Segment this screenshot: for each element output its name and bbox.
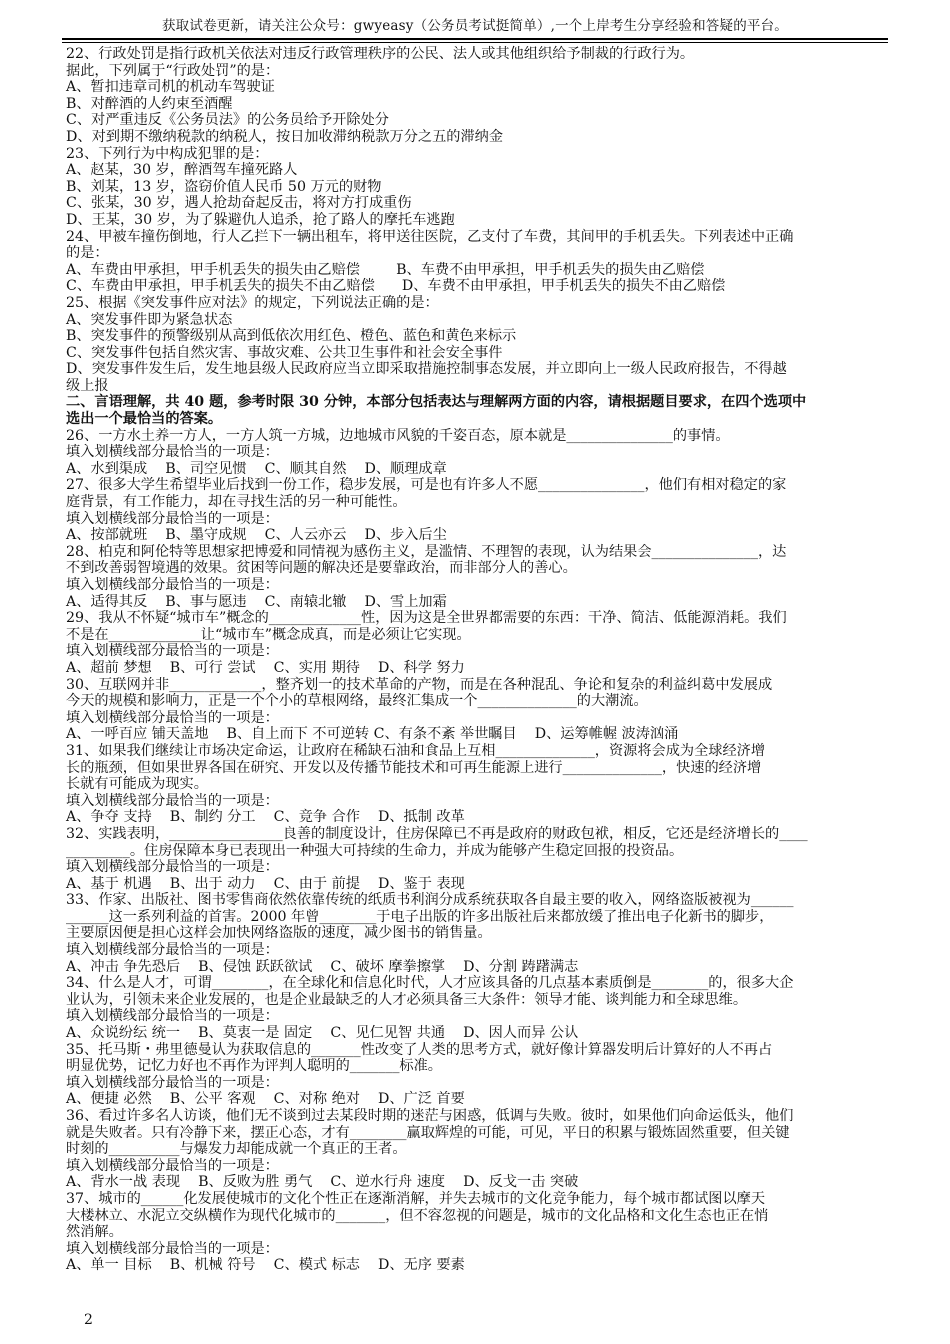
section-heading-line: 选出一个最恰当的答案。	[66, 411, 223, 428]
text-line: 填入划横线部分最恰当的一项是：	[66, 859, 279, 876]
text-line: 27、很多大学生希望毕业后找到一份工作，稳步发展，可是也有许多人不愿_______________，他们有相对稳定的家	[66, 477, 787, 494]
text-line: A、冲击 争先恐后 B、侵蚀 跃跃欲试 C、破坏 摩拳擦掌 D、分割 踌躇满志	[66, 958, 579, 975]
text-line: 然消解。	[66, 1224, 123, 1241]
text-line: D、突发事件发生后，发生地县级人民政府应当立即采取措施控制事态发展，并立即向上一级人民政府报告，不得越	[66, 361, 787, 378]
text-line: 据此，下列属于“行政处罚”的是：	[66, 62, 280, 79]
text-line: 不是在_____________让“城市车”概念成真，而是必须让它实现。	[66, 626, 471, 643]
text-line: A、赵某，30 岁，醉酒驾车撞死路人	[66, 162, 298, 179]
header-rule-thick	[62, 38, 888, 40]
text-line: 不到改善弱智境遇的效果。贫困等问题的解决还是要靠政治，而非部分人的善心。	[66, 560, 577, 577]
text-line: 32、实践表明，________________良善的制度设计，住房保障已不再是政府的财政包袱，相反，它还是经济增长的____	[66, 825, 808, 842]
text-line: A、众说纷纭 统一 B、莫衷一是 固定 C、见仁见智 共通 D、因人而异 公认	[66, 1025, 579, 1042]
text-line: 23、下列行为中构成犯罪的是：	[66, 145, 269, 162]
text-line: A、水到渠成 B、司空见惯 C、顺其自然 D、顺理成章	[66, 460, 447, 477]
text-line: 庭背景，有工作能力，却在寻找生活的另一种可能性。	[66, 494, 407, 511]
text-line: A、突发事件即为紧急状态	[66, 311, 233, 328]
text-line: 填入划横线部分最恰当的一项是：	[66, 1074, 279, 1091]
text-line: 时刻的__________与爆发力却能成就一个真正的王者。	[66, 1141, 407, 1158]
text-line: A、便捷 必然 B、公平 客观 C、对称 绝对 D、广泛 首要	[66, 1091, 465, 1108]
text-line: ______这一系列利益的首害。2000 年曾________于电子出版的许多出版社后来都放缓了推出电子化新书的脚步，	[66, 908, 774, 925]
section-heading-line: 二、言语理解，共 40 题，参考时限 30 分钟，本部分包括表达与理解两方面的内容，请根据题目要求，在四个选项中	[66, 394, 807, 411]
text-line: A、适得其反 B、事与愿违 C、南辕北辙 D、雪上加霜	[66, 593, 447, 610]
text-line: C、对严重违反《公务员法》的公务员给予开除处分	[66, 112, 389, 129]
text-line: 填入划横线部分最恰当的一项是：	[66, 577, 279, 593]
text-line: A、一呼百应 铺天盖地 B、自上而下 不可逆转 C、有条不紊 举世瞩目 D、运筹帷幄 波涛汹涌	[66, 726, 679, 743]
text-line: 明显优势，记忆力好也不再作为评判人聪明的_______标准。	[66, 1058, 442, 1075]
text-line: A、按部就班 B、墨守成规 C、人云亦云 D、步入后尘	[66, 527, 447, 544]
page-number: 2	[84, 1312, 93, 1328]
text-line: 主要原因便是担心这样会加快网络盗版的速度，减少图书的销售量。	[66, 925, 492, 942]
text-line: 34、什么是人才，可谓________，在全球化和信息化时代，人才应该具备的几点基本素质倒是________的，很多大企	[66, 975, 794, 992]
text-line: 填入划横线部分最恰当的一项是：	[66, 709, 279, 726]
text-line: C、突发事件包括自然灾害、事故灾难、公共卫生事件和社会安全事件	[66, 344, 503, 361]
text-line: 填入划横线部分最恰当的一项是：	[66, 1157, 279, 1174]
text-line: C、张某，30 岁，遇人抢劫奋起反击，将对方打成重伤	[66, 195, 412, 212]
text-line: A、争夺 支持 B、制约 分工 C、竞争 合作 D、抵制 改革	[66, 809, 465, 826]
text-line: 26、一方水土养一方人，一方人筑一方城，边地城市风貌的千姿百态，原本就是_______________的事情。	[66, 427, 730, 444]
text-line: 35、托马斯・弗里德曼认为获取信息的_______性改变了人类的思考方式，就好像计算器发明后计算好的人不再占	[66, 1041, 773, 1058]
text-line: A、背水一战 表现 B、反败为胜 勇气 C、逆水行舟 速度 D、反戈一击 突破	[66, 1174, 579, 1191]
text-line: 填入划横线部分最恰当的一项是：	[66, 1008, 279, 1025]
text-line: _________。住房保障本身已表现出一种强大可持续的生命力，并成为能够产生稳定回报的投资品。	[66, 842, 684, 859]
text-line: 30、互联网并非_____________，整齐划一的技术革命的产物，而是在各种混乱、争论和复杂的利益纠葛中发展成	[66, 676, 773, 693]
text-line: 今天的规模和影响力，正是一个个小的草根网络，最终汇集成一个______________的大潮流。	[66, 693, 648, 710]
text-line: 填入划横线部分最恰当的一项是：	[66, 942, 279, 959]
text-line: B、对醉酒的人约束至酒醒	[66, 95, 233, 112]
text-line: 29、我从不怀疑“城市车”概念的_____________性，因为这是全世界都需要的东西：干净、简洁、低能源消耗。我们	[66, 610, 787, 627]
text-line: 业认为，引领未来企业发展的，也是企业最缺乏的人才必须具备三大条件：领导才能、谈判能力和全球思维。	[66, 991, 748, 1008]
text-line: D、王某，30 岁，为了躲避仇人追杀，抢了路人的摩托车逃跑	[66, 211, 455, 228]
text-line: D、对到期不缴纳税款的纳税人，按日加收滞纳税款万分之五的滞纳金	[66, 128, 504, 145]
header-rule-thin	[62, 42, 888, 43]
text-line: 长就有可能成为现实。	[66, 776, 208, 793]
text-line: 37、城市的______化发展使城市的文化个性正在逐渐消解，并失去城市的文化竞争能力，每个城市都试图以摩天	[66, 1190, 766, 1207]
text-line: 填入划横线部分最恰当的一项是：	[66, 643, 279, 660]
text-line: 级上报	[66, 377, 109, 394]
text-line: 22、行政处罚是指行政机关依法对违反行政管理秩序的公民、法人或其他组织给予制裁的行政行为。	[66, 46, 695, 62]
text-line: B、突发事件的预警级别从高到低依次用红色、橙色、蓝色和黄色来标示	[66, 328, 517, 345]
page-header: 获取试卷更新，请关注公众号：gwyeasy（公务员考试挺简单）,一个上岸考生分享经验和答疑的平台。	[161, 18, 788, 34]
text-line: A、超前 梦想 B、可行 尝试 C、实用 期待 D、科学 努力	[66, 659, 465, 676]
text-line: 填入划横线部分最恰当的一项是：	[66, 792, 279, 809]
text-line: 就是失败者。只有冷静下来，摆正心态，才有________赢取辉煌的可能，可见，平日的积累与锻炼固然重要，但关键	[66, 1124, 790, 1141]
text-line: A、暂扣违章司机的机动车驾驶证	[66, 79, 275, 96]
text-line: A、车费由甲承担，甲手机丢失的损失由乙赔偿 B、车费不由甲承担，甲手机丢失的损失由乙赔偿	[66, 261, 705, 278]
text-line: 的是：	[66, 245, 109, 262]
text-line: 33、作家、出版社、图书零售商依然依靠传统的纸质书利润分成系统获取各自最主要的收入，网络盗版被视为______	[66, 892, 794, 909]
text-line: 大楼林立、水泥立交纵横作为现代化城市的_______，但不容忽视的问题是，城市的文化品格和文化生态也正在悄	[66, 1207, 769, 1224]
document-body	[66, 46, 886, 1274]
text-line: 填入划横线部分最恰当的一项是：	[66, 1240, 279, 1257]
text-line: 25、根据《突发事件应对法》的规定，下列说法正确的是：	[66, 294, 439, 311]
text-line: 填入划横线部分最恰当的一项是：	[66, 444, 279, 461]
text-line: 36、看过许多名人访谈，他们无不谈到过去某段时期的迷茫与困惑，低调与失败。彼时，如果他们向命运低头，他们	[66, 1108, 794, 1124]
text-line: 31、如果我们继续让市场决定命运，让政府在稀缺石油和食品上互相______________，资源将会成为全球经济增	[66, 742, 766, 759]
text-line: A、单一 目标 B、机械 符号 C、模式 标志 D、无序 要素	[66, 1257, 465, 1274]
text-line: 28、柏克和阿伦特等思想家把博爱和同情视为感伤主义，是滥情、不理智的表现，认为结果会_______________，达	[66, 543, 787, 560]
text-line: C、车费由甲承担，甲手机丢失的损失不由乙赔偿 D、车费不由甲承担，甲手机丢失的损失不由乙赔偿	[66, 278, 726, 295]
text-line: A、基于 机遇 B、出于 动力 C、由于 前提 D、鉴于 表现	[66, 875, 465, 892]
text-line: B、刘某，13 岁，盗窃价值人民币 50 万元的财物	[66, 178, 382, 195]
text-line: 长的瓶颈，但如果世界各国在研究、开发以及传播节能技术和可再生能源上进行______________，快速的经济增	[66, 759, 762, 776]
text-line: 填入划横线部分最恰当的一项是：	[66, 510, 279, 527]
text-line: 24、甲被车撞伤倒地，行人乙拦下一辆出租车，将甲送往医院，乙支付了车费，其间甲的手机丢失。下列表述中正确	[66, 228, 794, 245]
